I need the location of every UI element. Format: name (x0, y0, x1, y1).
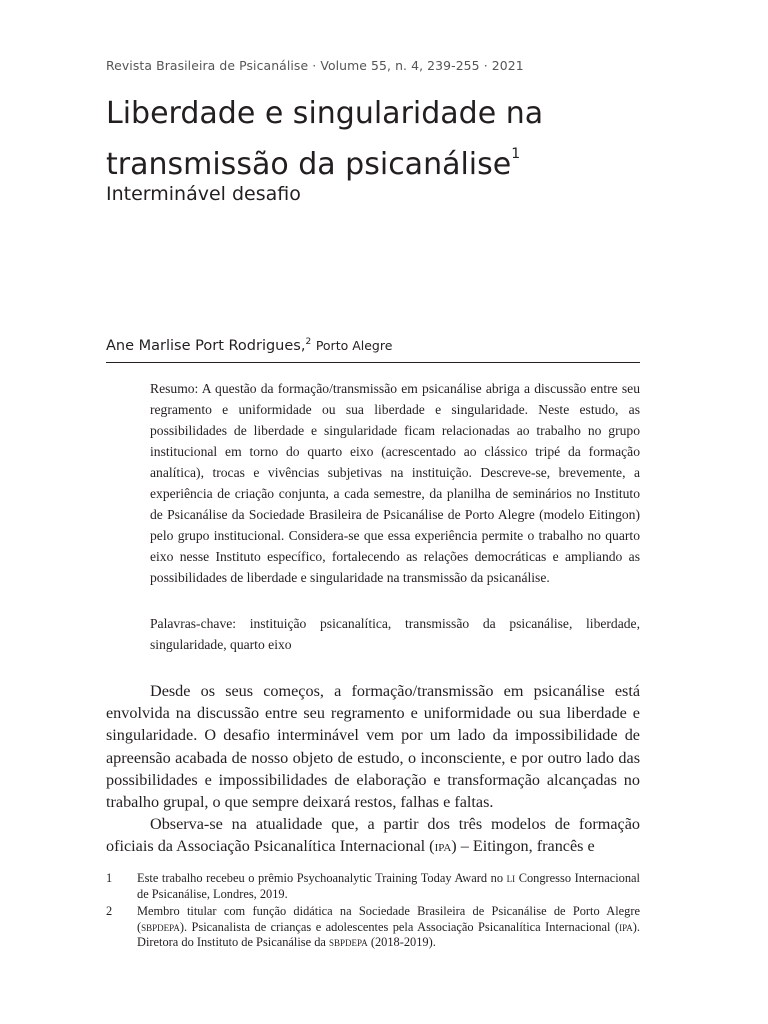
article-title-text: Liberdade e singularidade na transmissão da psicanálise (106, 96, 544, 182)
body-paragraph: Desde os seus começos, a formação/transmissão em psicanálise está envolvida na discussão entre seu regramento e uniformidade ou sua liberdade e singularidade. O desafio interminável vem por um lado da impossibilidade de apreensão acabada de nosso objeto de estudo, o inconsciente, e por outro lado das possibilidades e impossibilidades de elaboração e transformação alcançadas no trabalho grupal, o que sempre deixará restos, falhas e faltas. (106, 682, 640, 812)
footnotes (106, 871, 640, 953)
abbreviation: sbpdepa (141, 919, 180, 934)
body-text-fragment: ) – Eitingon, francês e (451, 837, 595, 856)
author-divider (106, 362, 640, 363)
footnote-text-fragment: Este trabalho recebeu o prêmio Psychoanalytic Training Today Award no (137, 871, 507, 885)
footnote-number: 2 (106, 904, 113, 918)
footnote-text-fragment: Membro titular com função didática na Sociedade Brasileira de Psicanálise de Porto Alegre ( (137, 904, 640, 934)
footnote-text (137, 871, 640, 902)
author-line (106, 337, 392, 354)
abbreviation: li (506, 871, 516, 885)
keywords: Palavras-chave: instituição psicanalítica, transmissão da psicanálise, liberdade, singularidade, quarto eixo (150, 616, 640, 652)
abbreviation: ipa (619, 919, 633, 934)
footnote (106, 871, 640, 902)
abbreviation: sbpdepa (329, 935, 368, 949)
journal-citation: Revista Brasileira de Psicanálise · Volume 55, n. 4, 239-255 · 2021 (106, 58, 524, 73)
title-footnote-marker[interactable]: 1 (511, 146, 521, 162)
article-subtitle: Interminável desafio (106, 183, 301, 205)
author-footnote-marker[interactable]: 2 (305, 337, 312, 347)
footnote (106, 904, 640, 951)
body-paragraph (106, 813, 640, 857)
abstract: Resumo: A questão da formação/transmissão em psicanálise abriga a discussão entre seu regramento e uniformidade ou sua liberdade e singularidade. Neste estudo, as possibilidades de liberdade e singularidade ficam relacionadas ao trabalho no grupo institucional em torno do quarto eixo (acrescentado ao clássico tripé da formação analítica), trocas e vivências subjetivas na instituição. Descreve-se, brevemente, a experiência de criação conjunta, a cada semestre, da planilha de seminários no Instituto de Psicanálise da Sociedade Brasileira de Psicanálise de Porto Alegre (modelo Eitingon) pelo grupo institucional. Considera-se que essa experiência permite o trabalho no quarto eixo nesse Instituto específico, fortalecendo as relações democráticas e ampliando as possibilidades de liberdade e singularidade na transmissão da psicanálise. (150, 381, 640, 585)
footnote-text-fragment: ). Diretora do Instituto de Psicanálise da (137, 919, 640, 949)
author-city: Porto Alegre (315, 337, 393, 353)
footnote-text (137, 904, 640, 951)
footnote-text-fragment: Congresso Internacional de Psicanálise, Londres, 2019. (137, 871, 640, 901)
author-name: Ane Marlise Port Rodrigues, (106, 337, 306, 354)
article-title (106, 93, 666, 185)
footnote-number: 1 (106, 871, 113, 885)
body-text-fragment: Observa-se na atualidade que, a partir dos três modelos de formação oficiais da Associação Psicanalítica Internacional ( (106, 815, 640, 856)
footnote-text-fragment: (2018-2019). (367, 935, 436, 949)
body-text (106, 680, 640, 858)
abbreviation: ipa (434, 837, 452, 856)
footnote-text-fragment: ). Psicanalista de crianças e adolescentes pela Associação Psicanalítica Internacional ( (179, 919, 620, 934)
